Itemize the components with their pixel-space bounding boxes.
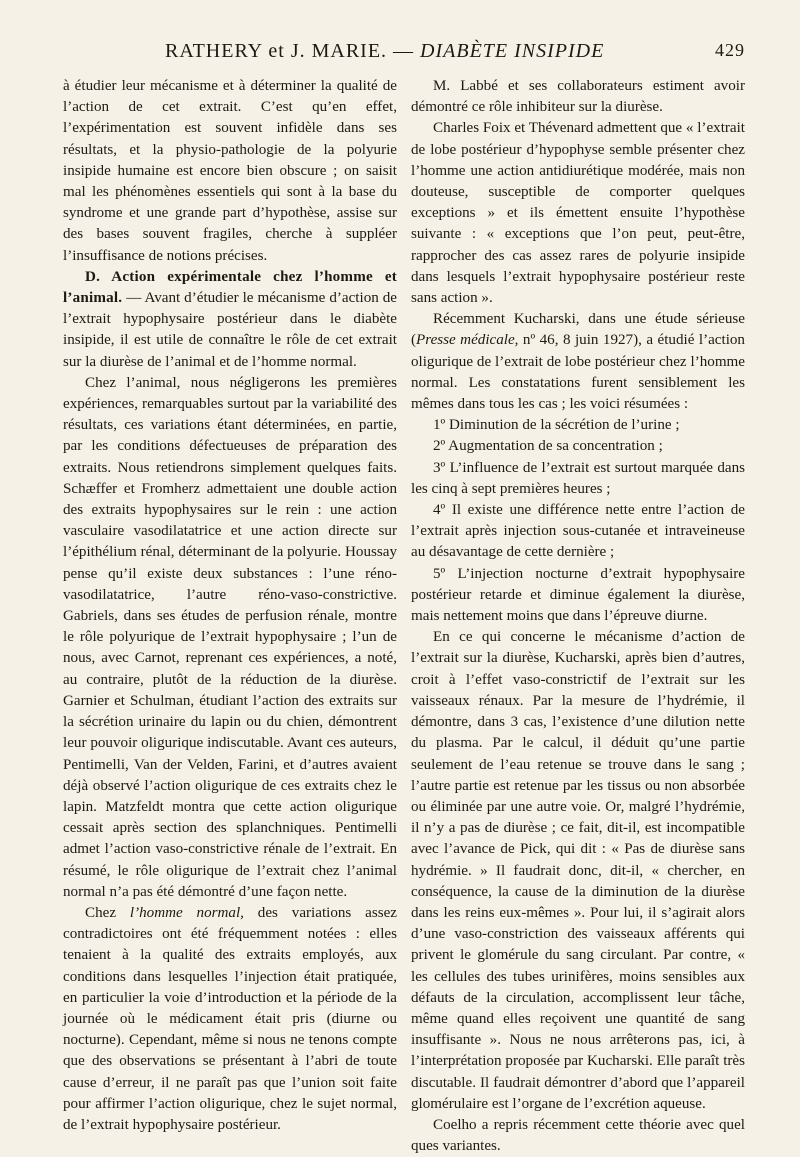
section-d-paragraph: [63, 267, 397, 373]
paragraph-body: des variations assez contradictoires ont été fréquemment notées : elles tenaient à la qualité des extraits employés, aux conditions dans lesquelles l’injection était pratiquée, en particulier la voie d’introduction et la période de la journée où le médicament était pris (diurne ou nocturne). Cependant, même si nous ne tenons compte que des observations se présentant à l’abri de toute cause d’erreur, il ne paraît pas que l’union soit faite pour affirmer l’action oligurique, chez le sujet normal, de l’extrait hypophysaire postérieur.: [63, 904, 397, 1133]
paragraph-lead: Chez: [85, 904, 130, 921]
section-d-body: — Avant d’étudier le mécanisme d’action de l’extrait hypophysaire postérieur dans le diabète insipide, il est utile de connaître le rôle de cet extrait sur la diurèse de l’animal et de l’homme normal.: [63, 290, 397, 370]
header-subject: DIABÈTE INSIPIDE: [420, 40, 605, 62]
header-authors: RATHERY et J. MARIE.: [165, 40, 388, 62]
journal-title: Presse médicale,: [416, 332, 519, 349]
running-title: [165, 40, 604, 63]
page-number: 429: [715, 40, 745, 60]
paragraph-lead: Récemment Kucharski, dans une étude sérieuse (: [411, 311, 745, 349]
right-column: [411, 76, 745, 1157]
paragraph-kucharski: [411, 309, 745, 415]
paragraph-foix: Charles Foix et Thévenard admettent que « l’extrait de lobe postérieur d’hypophyse semble présenter chez l’homme une action antidiurétique modérée, mais non douteuse, susceptible de comporter quelques exceptions » et ils émettent ensuite l’hypothèse suivante : « exceptions que l’on peut, peut-être, rapprocher des cas assez rares de polyurie insipide dans lesquels l’extrait hypophysaire postérieur reste sans action ».: [411, 120, 745, 307]
list-item: 4º Il existe une différence nette entre l’action de l’extrait après injection sous-cutanée et intraveineuse au désavantage de cette dernière ;: [411, 502, 745, 561]
list-item: 2º Augmentation de sa concentration ;: [433, 438, 663, 455]
paragraph-continuation: à étudier leur mécanisme et à déterminer la qualité de l’action de cet extrait. C’est qu’en effet, l’expérimentation est souvent infidèle dans ses résultats, et la physio-pathologie de la polyurie insipide humaine est encore bien obscure ; on saisit mal les phénomènes essentiels qui sont à la base du syndrome et une grande part d’hypothèse, assise sur des bases souvent fragiles, cherche à suppléer l’insuffisance de notions précises.: [63, 78, 397, 264]
section-heading: D. Action expérimentale chez l’homme et l’animal.: [63, 268, 397, 307]
paragraph-animal: Chez l’animal, nous négligerons les premières expériences, remarquables surtout par la variabilité des résultats, ces variations étant déterminées, en partie, par les conditions défectueuses de préparation des extraits. Nous retiendrons simplement quelques faits. Schæffer et Fromherz admettaient une double action des extraits hypophysaires sur le rein : une action vasculaire vasodilatatrice et une action directe sur l’épithélium rénal, déterminant de la polyurie. Houssay pense qu’il existe deux substances : l’une réno-vasodilatatrice, l’autre réno-vaso-constrictive. Gabriels, dans ses études de perfusion rénale, montre le rôle polyurique de l’extrait hypophysaire ; l’un de nous, avec Carnot, reprenant ces expériences, a noté, au contraire, plutôt de la réduction de la diurèse. Garnier et Schulman, étudiant l’action des extraits sur la sécrétion urinaire du lapin ou du chien, démontrent leur pouvoir oligurique indiscutable. Avant ces auteurs, Pentimelli, Van der Velden, Farini, et d’autres avaient déjà observé l’action oligurique de ces extraits chez le lapin. Matzfeldt montra que cette action oligurique cessait après section des splanchniques. Pentimelli admet l’action vaso-constrictive rénale de l’extrait. En résumé, le rôle oligurique de l’extrait chez l’animal normal n’a pas été démontré d’une façon nette.: [63, 374, 397, 900]
left-column: [63, 76, 397, 1136]
list-item: 5º L’injection nocturne d’extrait hypophysaire postérieur retarde et diminue également la diurèse, mais nettement moins que dans l’épreuve diurne.: [411, 565, 745, 625]
paragraph-mechanism: En ce qui concerne le mécanisme d’action de l’extrait sur la diurèse, Kucharski, après bien d’autres, croit à l’effet vaso-constrictif de l’extrait sur les vaisseaux rénaux. Par la mesure de l’hydrémie, il démontre, dans 3 cas, l’existence d’une dilution nette du plasma. Par le calcul, il déduit qu’une partie seulement de l’eau retenue se trouve dans le sang ; l’autre partie est retenue par les tissus ou non absorbée ou éliminée par une autre voie. Or, malgré l’hydrémie, il n’y a pas de diurèse ; ce fait, dit-il, est incompatible avec l’avance de Pick, qui dit : « Pas de diurèse sans hydrémie. » Il faudrait donc, dit-il, « chercher, en conséquence, la cause de la diminution de la diurèse dans les reins eux-mêmes ». Pour lui, il s’agirait alors d’une vaso-constriction des vaisseaux afférents qui privent le glomérule du sang circulant. Par contre, « les cellules des tubes urinifères, moins sensibles aux défauts de la circulation, accomplissent leur tâche, même quand elles reçoivent une quantité de sang insuffisante ». Nous ne nous arrêterons pas, ici, à l’interprétation proposée par Kucharski. Elle paraît très discutable. Il faudrait démontrer d’abord que l’appareil glomérulaire est l’organe de l’excrétion aqueuse.: [411, 629, 745, 1112]
italic-term: l’homme normal,: [129, 904, 244, 921]
list-item: 1º Diminution de la sécrétion de l’urine ;: [433, 417, 680, 434]
paragraph-labbe: M. Labbé et ses collaborateurs estiment avoir démontré ce rôle inhibiteur sur la diurèse.: [411, 78, 745, 116]
paragraph-normal-man: [63, 903, 397, 1136]
header-separator: —: [387, 40, 421, 62]
running-header: [55, 40, 745, 70]
list-item: 3º L’influence de l’extrait est surtout marquée dans les cinq à sept premières heures ;: [411, 459, 745, 497]
paragraph-coelho: Coelho a repris récemment cette théorie avec quel ques variantes.: [411, 1116, 745, 1155]
paragraph-body: nº 46, 8 juin 1927), a étudié l’action oligurique de l’extrait de lobe postérieur chez l’homme normal. Les constatations furent sensiblement les mêmes dans tous les cas ; les voici résumées :: [411, 332, 745, 413]
